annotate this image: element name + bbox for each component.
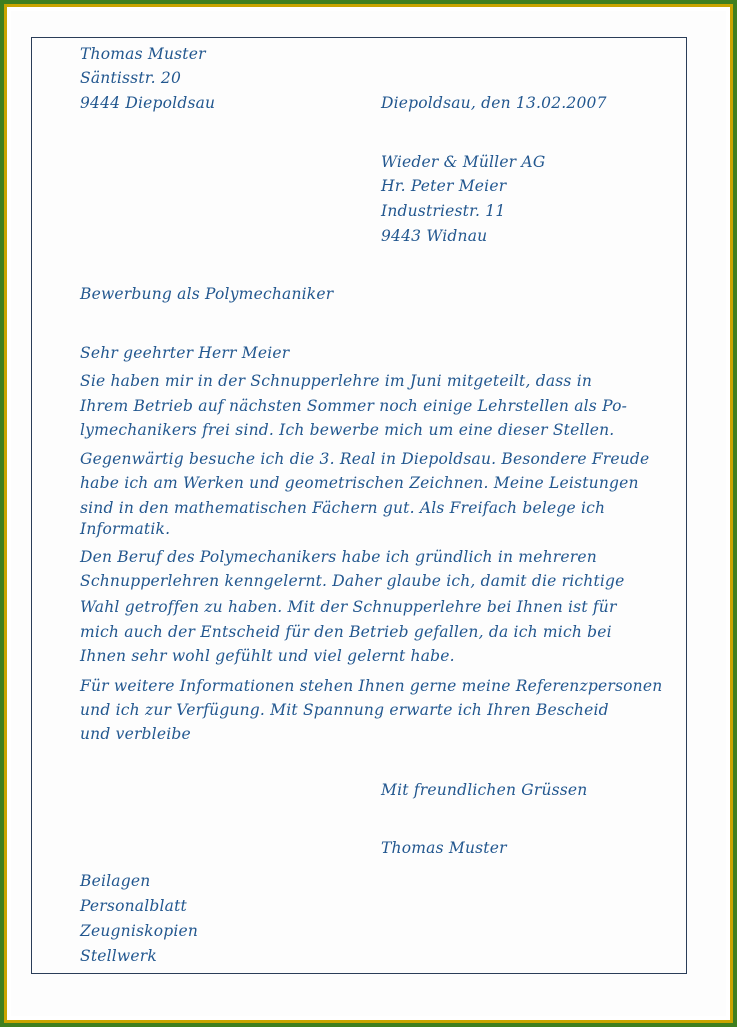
body-line: sind in den mathematischen Fächern gut. Als Freifach belege ich: [80, 499, 606, 517]
sender-name: Thomas Muster: [80, 45, 206, 63]
signature: Thomas Muster: [381, 839, 507, 857]
letter-date: Diepoldsau, den 13.02.2007: [381, 94, 607, 112]
recipient-city: 9443 Widnau: [381, 227, 488, 245]
body-line: Wahl getroffen zu haben. Mit der Schnupperlehre bei Ihnen ist für: [80, 598, 617, 616]
recipient-company: Wieder & Müller AG: [381, 153, 546, 171]
body-line: Informatik.: [80, 520, 171, 538]
body-line: und ich zur Verfügung. Mit Spannung erwarte ich Ihren Bescheid: [80, 701, 609, 719]
salutation: Sehr geehrter Herr Meier: [80, 344, 290, 362]
sender-street: Säntisstr. 20: [80, 69, 182, 87]
recipient-contact: Hr. Peter Meier: [381, 177, 507, 195]
body-line: Den Beruf des Polymechanikers habe ich gründlich in mehreren: [80, 548, 597, 566]
body-line: lymechanikers frei sind. Ich bewerbe mich um eine dieser Stellen.: [80, 421, 615, 439]
enclosure-item: Personalblatt: [80, 897, 187, 915]
enclosure-item: Stellwerk: [80, 947, 157, 965]
body-line: Ihnen sehr wohl gefühlt und viel gelernt habe.: [80, 647, 455, 665]
recipient-street: Industriestr. 11: [381, 202, 506, 220]
body-line: Ihrem Betrieb auf nächsten Sommer noch einige Lehrstellen als Po-: [80, 397, 628, 415]
body-line: Für weitere Informationen stehen Ihnen gerne meine Referenzpersonen: [80, 677, 663, 695]
subject-line: Bewerbung als Polymechaniker: [80, 285, 334, 303]
enclosure-item: Zeugniskopien: [80, 922, 199, 940]
body-line: Sie haben mir in der Schnupperlehre im Juni mitgeteilt, dass in: [80, 372, 593, 390]
sender-city: 9444 Diepoldsau: [80, 94, 216, 112]
body-line: Gegenwärtig besuche ich die 3. Real in Diepoldsau. Besondere Freude: [80, 450, 650, 468]
body-line: habe ich am Werken und geometrischen Zeichnen. Meine Leistungen: [80, 474, 639, 492]
closing: Mit freundlichen Grüssen: [381, 781, 588, 799]
body-line: mich auch der Entscheid für den Betrieb gefallen, da ich mich bei: [80, 623, 612, 641]
body-line: Schnupperlehren kenngelernt. Daher glaube ich, damit die richtige: [80, 572, 625, 590]
body-line: und verbleibe: [80, 725, 191, 743]
enclosures-heading: Beilagen: [80, 872, 151, 890]
